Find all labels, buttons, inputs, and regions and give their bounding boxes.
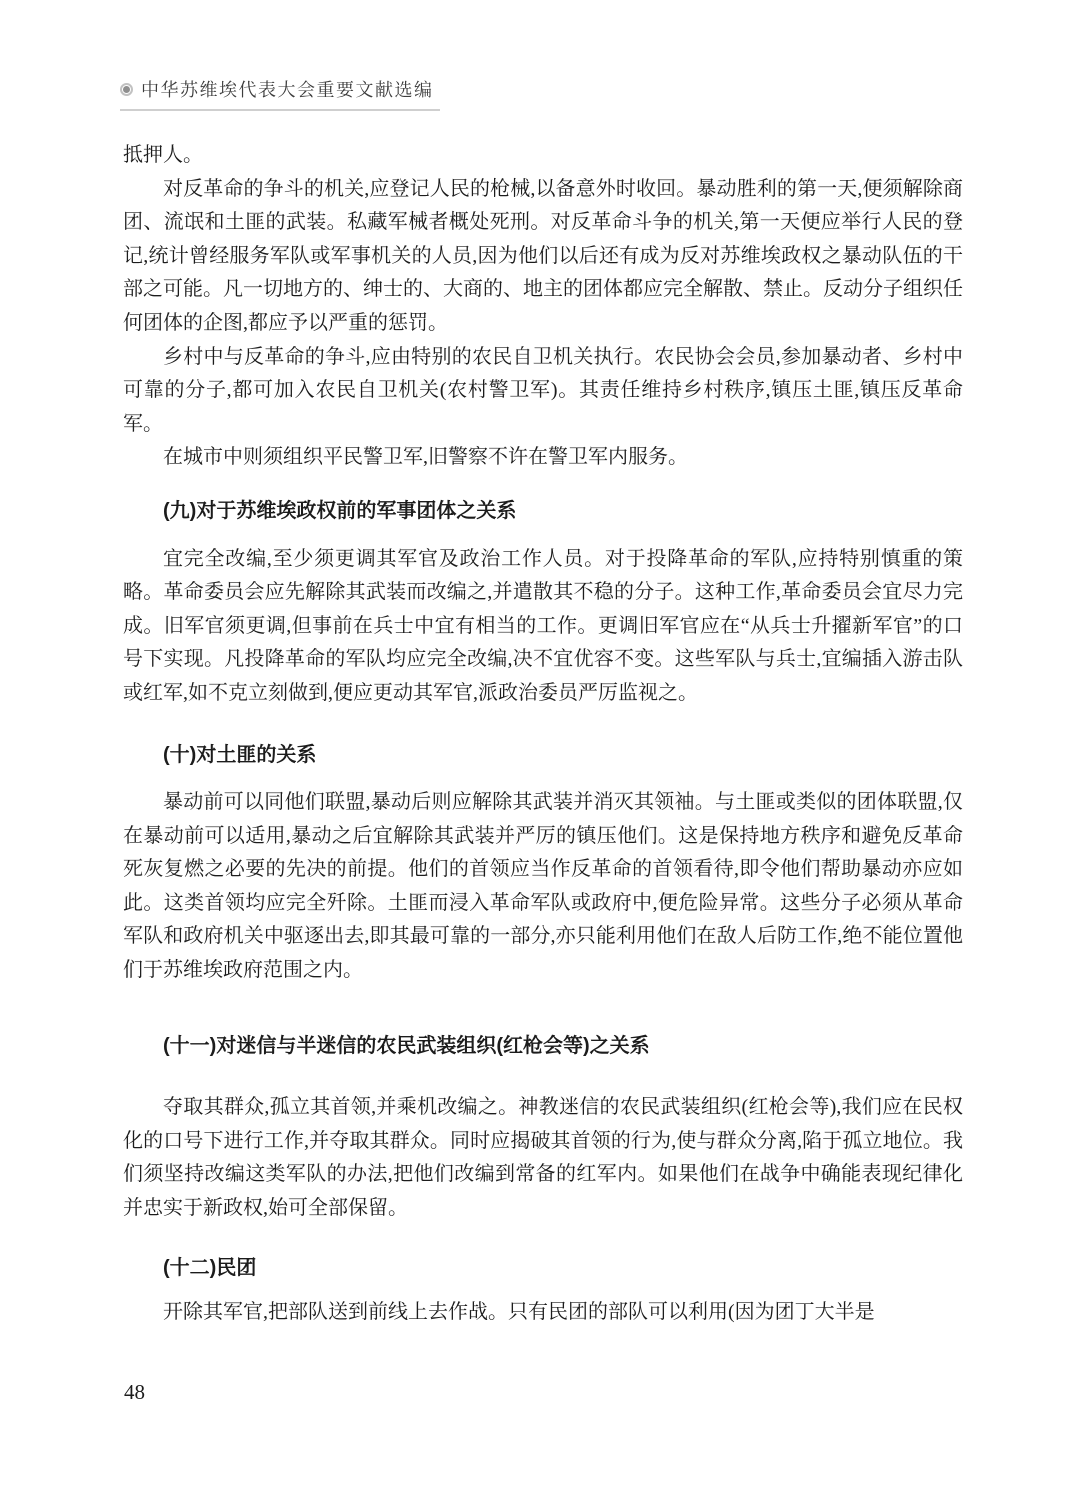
- paragraph: 暴动前可以同他们联盟,暴动后则应解除其武装并消灭其领袖。与土匪或类似的团体联盟,仅在暴动前可以适用,暴动之后宜解除其武装并严厉的镇压他们。这是保持地方秩序和避免反革命死灰复燃之必要的先决的前提。他们的首领应当作反革命的首领看待,即令他们帮助暴动亦应如此。这类首领均应完全歼除。土匪而浸入革命军队或政府中,便危险异常。这些分子必须从革命军队和政府机关中驱逐出去,即其最可靠的一部分,亦只能利用他们在敌人后防工作,绝不能位置他们于苏维埃政府范围之内。: [123, 791, 963, 982]
- paragraph: 在城市中则须组织平民警卫军,旧警察不许在警卫军内服务。: [163, 446, 688, 469]
- paragraph: 乡村中与反革命的争斗,应由特别的农民自卫机关执行。农民协会会员,参加暴动者、乡村中可靠的分子,都可加入农民自卫机关(农村警卫军)。其责任维持乡村秩序,镇压土匪,镇压反革命军。: [123, 345, 963, 435]
- bullet-circle-icon: [120, 83, 133, 96]
- paragraph-continuation: 抵押人。: [123, 144, 203, 166]
- page-number: 48: [124, 1380, 145, 1404]
- book-title: 中华苏维埃代表大会重要文献选编: [141, 80, 434, 100]
- section-heading-11: (十一)对迷信与半迷信的农民武装组织(红枪会等)之关系: [163, 1034, 650, 1057]
- running-head: [120, 76, 440, 111]
- paragraph: 夺取其群众,孤立其首领,并乘机改编之。神教迷信的农民武装组织(红枪会等),我们应在民权化的口号下进行工作,并夺取其群众。同时应揭破其首领的行为,使与群众分离,陷于孤立地位。我们须坚持改编这类军队的办法,把他们改编到常备的红军内。如果他们在战争中确能表现纪律化并忠实于新政权,始可全部保留。: [123, 1096, 963, 1220]
- section-heading-9: (九)对于苏维埃政权前的军事团体之关系: [163, 499, 517, 522]
- document-body: [123, 139, 963, 1330]
- paragraph: 开除其军官,把部队送到前线上去作战。只有民团的部队可以利用(因为团丁大半是: [163, 1301, 875, 1324]
- section-heading-12: (十二)民团: [163, 1256, 257, 1279]
- paragraph: 宜完全改编,至少须更调其军官及政治工作人员。对于投降革命的军队,应持特别慎重的策略。革命委员会应先解除其武装而改编之,并遣散其不稳的分子。这种工作,革命委员会宜尽力完成。旧军官须更调,但事前在兵士中宜有相当的工作。更调旧军官应在“从兵士升擢新军官”的口号下实现。凡投降革命的军队均应完全改编,决不宜优容不变。这些军队与兵士,宜编插入游击队或红军,如不克立刻做到,便应更动其军官,派政治委员严厉监视之。: [123, 547, 963, 704]
- paragraph: 对反革命的争斗的机关,应登记人民的枪械,以备意外时收回。暴动胜利的第一天,便须解除商团、流氓和土匪的武装。私藏军械者概处死刑。对反革命斗争的机关,第一天便应举行人民的登记,统计曾经服务军队或军事机关的人员,因为他们以后还有成为反对苏维埃政权之暴动队伍的干部之可能。凡一切地方的、绅士的、大商的、地主的团体都应完全解散、禁止。反动分子组织任何团体的企图,都应予以严重的惩罚。: [123, 177, 963, 334]
- section-heading-10: (十)对土匪的关系: [163, 743, 317, 766]
